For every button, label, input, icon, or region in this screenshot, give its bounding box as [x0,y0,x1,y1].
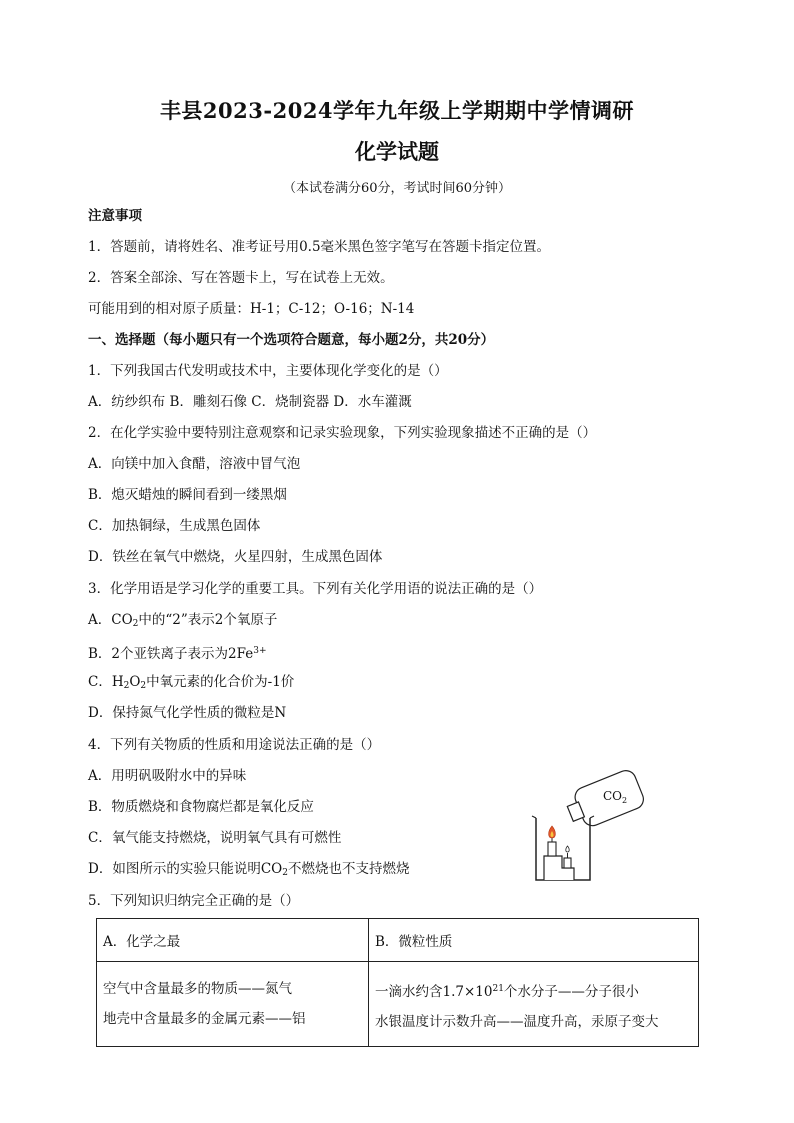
question-5-stem: 5．下列知识归纳完全正确的是（） [88,893,300,909]
question-2-stem: 2．在化学实验中要特别注意观察和记录实验现象，下列实验现象描述不正确的是（） [88,425,597,441]
co2-label: $CO_2$ [603,789,628,805]
question-2-option-d: D．铁丝在氧气中燃烧，火星四射，生成黑色固体 [88,549,383,565]
question-2-option-a: A．向镁中加入食醋，溶液中冒气泡 [88,456,301,472]
question-3-option-c [88,673,294,695]
table-header-a: A．化学之最 [97,919,369,962]
question-3-option-d: D．保持氮气化学性质的微粒是N [88,705,287,721]
question-4-stem: 4．下列有关物质的性质和用途说法正确的是（） [88,737,381,753]
exam-subtitle: 化学试题 [355,139,439,164]
question-3-option-a [88,611,277,633]
question-2-option-b: B．熄灭蜡烛的瞬间看到一缕黑烟 [88,487,287,503]
table-cell-b [369,962,699,1047]
small-flame-icon [566,846,569,852]
exam-title: 丰县2023-2024学年九年级上学期期中学情调研 [159,98,635,123]
atomic-masses: 可能用到的相对原子质量：H-1；C-12；O-16；N-14 [88,301,415,317]
q3a-text: A．CO [88,612,133,628]
q4d-text: D．如图所示的实验只能说明CO [88,861,283,877]
question-4-option-d [88,860,409,882]
question-4-option-a: A．用明矾吸附水中的异味 [88,768,247,784]
table-cell-a-line-1: 空气中含量最多的物质——氮气 [103,981,292,997]
short-candle [564,858,571,868]
q3c-text-mid: O [129,674,141,690]
notice-item-1: 1．答题前，请将姓名、准考证号用0.5毫米黑色签字笔写在答题卡指定位置。 [88,239,551,255]
question-2-option-c: C．加热铜绿，生成黑色固体 [88,518,261,534]
question-1-options: A．纺纱织布 B．雕刻石像 C．烧制瓷器 D．水车灌溉 [88,394,412,410]
question-3-option-b [88,642,267,663]
q3c-text: C．H [88,674,124,690]
table-cell-b-line-1: 一滴水约含$1.7\times 10^{21}$个水分子——分子很小 [375,984,639,1000]
beaker-candles-illustration [528,760,648,885]
section-heading: 一、选择题（每小题只有一个选项符合题意，每小题2分，共20分） [88,332,495,348]
table-cell-a-line-2: 地壳中含量最多的金属元素——铝 [103,1011,306,1027]
question-1-stem: 1．下列我国古代发明或技术中，主要体现化学变化的是（） [88,363,448,379]
table-row [97,962,699,1047]
q4d-text-post: 不燃烧也不支持燃烧 [287,861,410,877]
question-4-option-c: C．氧气能支持燃烧，说明氧气具有可燃性 [88,830,342,846]
q3b-superscript: 3+ [253,646,267,656]
table-header-b: B．微粒性质 [369,919,699,962]
q4d-subscript: 2 [282,868,288,878]
q3c-subscript-2: 2 [140,681,147,691]
q3a-subscript: 2 [132,619,139,629]
table-cell-a [97,962,369,1047]
exam-info: （本试卷满分60分，考试时间60分钟） [282,181,512,196]
question-3-stem: 3．化学用语是学习化学的重要工具。下列有关化学用语的说法正确的是（） [88,581,543,597]
knowledge-table [96,918,699,1047]
table-row [97,919,699,962]
tall-candle [548,842,556,856]
q3b-text: B．2个亚铁离子表示为2Fe [88,646,254,662]
notice-item-2: 2．答案全部涂、写在答题卡上，写在试卷上无效。 [88,270,394,286]
question-4-option-b: B．物质燃烧和食物腐烂都是氧化反应 [88,799,314,815]
co2-experiment-figure [528,760,648,885]
q3c-subscript-1: 2 [123,681,130,691]
q3c-text-post: 中氧元素的化合价为-1价 [146,674,295,690]
notice-heading: 注意事项 [88,208,142,224]
q3a-text-post: 中的“2”表示2个氧原子 [138,612,278,628]
table-cell-b-line-2: 水银温度计示数升高——温度升高，汞原子变大 [375,1014,659,1030]
